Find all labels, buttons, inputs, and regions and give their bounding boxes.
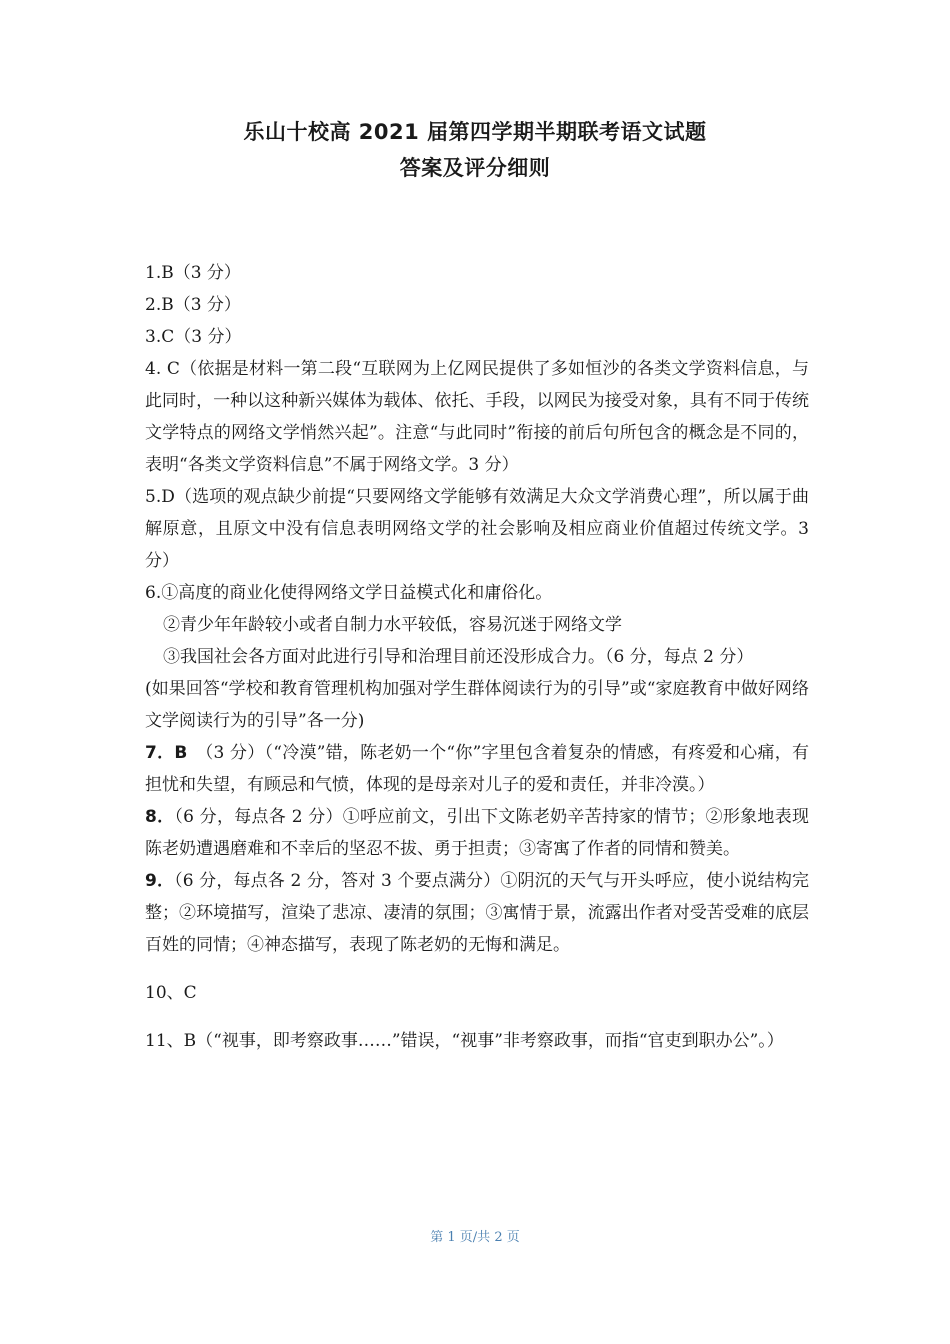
answer-6-point-2: ②青少年年龄较小或者自制力水平较低，容易沉迷于网络文学 xyxy=(163,615,622,635)
page-footer: 第 1 页/共 2 页 xyxy=(430,1230,520,1245)
answer-6-note: (如果回答“学校和教育管理机构加强对学生群体阅读行为的引导”或“家庭教育中做好网络文学阅读行为的引导”各一分) xyxy=(145,679,809,731)
answer-7-text: （3 分）（“冷漠”错，陈老奶一个“你”字里包含着复杂的情感，有疼爱和心痛，有担忧和失望，有顾忌和气愤，体现的是母亲对儿子的爱和责任，并非冷漠。） xyxy=(145,743,809,795)
answer-7 xyxy=(145,737,809,801)
answer-11: 11、B（“视事，即考察政事……”错误，“视事”非考察政事，而指“官吏到职办公”。） xyxy=(145,1031,784,1051)
answer-list xyxy=(145,257,809,1057)
answer-2: 2.B（3 分） xyxy=(145,295,241,315)
answer-5: 5.D（选项的观点缺少前提“只要网络文学能够有效满足大众文学消费心理”，所以属于曲解原意，且原文中没有信息表明网络文学的社会影响及相应商业价值超过传统文学。3 分） xyxy=(145,487,809,571)
document-subtitle: 答案及评分细则 xyxy=(399,156,551,180)
answer-8-number: 8． xyxy=(145,807,175,827)
answer-6-point-3: ③我国社会各方面对此进行引导和治理目前还没形成合力。（6 分，每点 2 分） xyxy=(163,647,754,667)
answer-10: 10、C xyxy=(145,983,197,1003)
answer-8 xyxy=(145,801,809,865)
title-block xyxy=(0,114,950,186)
answer-9-number: 9． xyxy=(145,871,175,891)
answer-9 xyxy=(145,865,809,961)
answer-7-number: 7．B xyxy=(145,743,188,763)
answer-4: 4. C（依据是材料一第二段“互联网为上亿网民提供了多如恒沙的各类文学资料信息，与此同时，一种以这种新兴媒体为载体、依托、手段，以网民为接受对象，具有不同于传统文学特点的网络文学悄然兴起”。注意“与此同时”衔接的前后句所包含的概念是不同的，表明“各类文学资料信息”不属于网络文学。3 分） xyxy=(145,359,809,475)
answer-3: 3.C（3 分） xyxy=(145,327,242,347)
document-title: 乐山十校高 2021 届第四学期半期联考语文试题 xyxy=(243,120,707,144)
answer-6-point-1: 6.①高度的商业化使得网络文学日益模式化和庸俗化。 xyxy=(145,583,553,603)
answer-8-text: （6 分，每点各 2 分）①呼应前文，引出下文陈老奶辛苦持家的情节；②形象地表现陈老奶遭遇磨难和不幸后的坚忍不拔、勇于担责；③寄寓了作者的同情和赞美。 xyxy=(145,807,809,859)
answer-1: 1.B（3 分） xyxy=(145,263,241,283)
answer-9-text: （6 分，每点各 2 分，答对 3 个要点满分）①阴沉的天气与开头呼应，使小说结构完整；②环境描写，渲染了悲凉、凄清的氛围；③寓情于景，流露出作者对受苦受难的底层百姓的同情；④神态描写，表现了陈老奶的无悔和满足。 xyxy=(145,871,809,955)
